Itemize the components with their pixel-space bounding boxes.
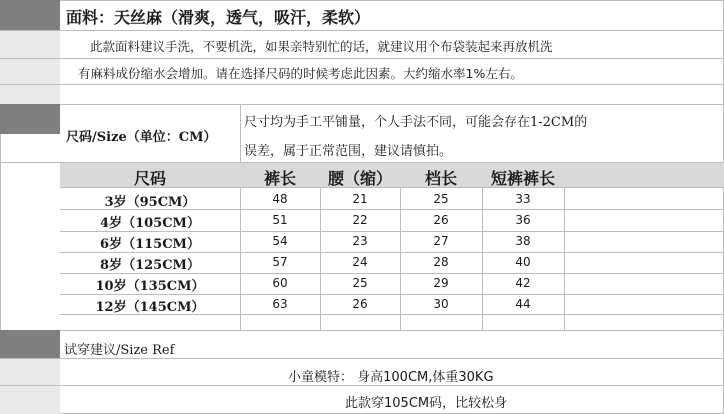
cell-pant-length: 51 [272, 213, 288, 227]
divider [60, 231, 724, 232]
cell-rise: 27 [433, 234, 449, 248]
divider [0, 385, 724, 386]
fit-model-info: 小童模特： 身高100CM,体重30KG [288, 370, 494, 385]
cell-waist: 23 [352, 234, 368, 248]
divider [60, 252, 724, 253]
divider [0, 358, 724, 359]
fabric-shrink-text: 有麻料成份缩水会增加。请在选择尺码的时候考虑此因素。大约缩水率1%左右。 [78, 66, 523, 81]
header-shorts-length: 短裤裤长 [490, 169, 555, 188]
cell-rise: 29 [433, 276, 449, 290]
divider [60, 273, 724, 274]
cell-shorts-length: 44 [515, 297, 531, 311]
size-label: 12岁（145CM） [95, 300, 205, 315]
cell-waist: 26 [352, 297, 368, 311]
header-pant-length: 裤长 [263, 169, 296, 188]
cell-waist: 24 [352, 255, 368, 269]
divider [60, 294, 724, 295]
size-note-line2: 误差，属于正常范围，建议请慎拍。 [244, 144, 453, 159]
size-note-line1: 尺寸均为手工平铺量，个人手法不同，可能会存在1-2CM的 [244, 115, 588, 130]
cell-shorts-length: 38 [515, 234, 531, 248]
header-rise: 档长 [424, 169, 457, 188]
cell-waist: 25 [352, 276, 368, 290]
section-margin [0, 358, 60, 414]
fabric-title: 面料：天丝麻（滑爽，透气，吸汗，柔软） [66, 8, 371, 27]
cell-shorts-length: 42 [515, 276, 531, 290]
cell-rise: 25 [433, 192, 449, 206]
section-marker-fit [0, 330, 60, 358]
cell-shorts-length: 40 [515, 255, 531, 269]
size-label: 6岁（115CM） [100, 237, 200, 252]
cell-pant-length: 48 [272, 192, 288, 206]
divider [0, 330, 724, 331]
size-label: 10岁（135CM） [95, 279, 205, 294]
size-label: 4岁（105CM） [100, 216, 200, 231]
cell-pant-length: 57 [272, 255, 288, 269]
cell-rise: 30 [433, 297, 449, 311]
cell-rise: 26 [433, 213, 449, 227]
cell-shorts-length: 33 [515, 192, 531, 206]
cell-waist: 22 [352, 213, 368, 227]
cell-pant-length: 63 [272, 297, 288, 311]
size-section-title: 尺码/Size（单位：CM） [66, 130, 217, 145]
size-label: 3岁（95CM） [104, 195, 196, 210]
header-size: 尺码 [133, 169, 166, 188]
cell-rise: 28 [433, 255, 449, 269]
fabric-care-text: 此款面料建议手洗，不要机洗，如果亲特别忙的话，就建议用个布袋装起来再放机洗 [90, 39, 553, 54]
fit-advice: 此款穿105CM码，比较松身 [345, 396, 508, 411]
header-waist: 腰（缩） [327, 169, 392, 188]
cell-pant-length: 60 [272, 276, 288, 290]
size-label: 8岁（125CM） [100, 258, 200, 273]
cell-shorts-length: 36 [515, 213, 531, 227]
fit-section-title: 试穿建议/Size Ref [64, 343, 175, 358]
cell-pant-length: 54 [272, 234, 288, 248]
cell-waist: 21 [352, 192, 368, 206]
